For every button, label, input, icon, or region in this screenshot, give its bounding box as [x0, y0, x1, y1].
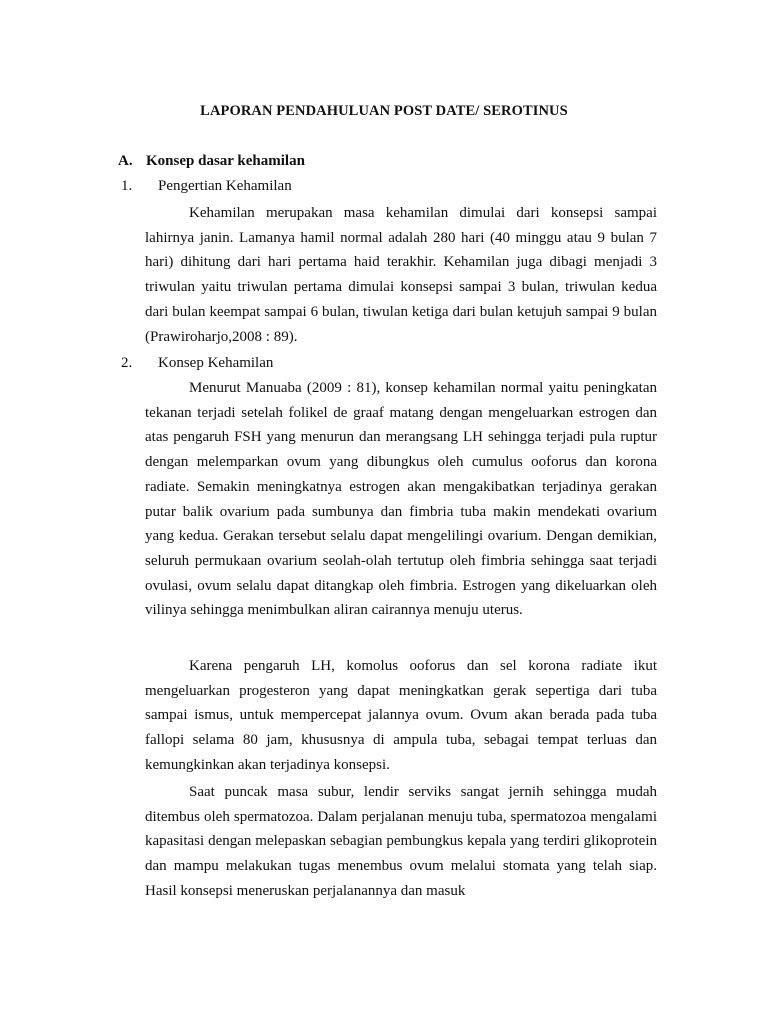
section-a-text: Konsep dasar kehamilan	[146, 153, 305, 169]
item-2-paragraph-2: Karena pengaruh LH, komolus ooforus dan sel korona radiate ikut mengeluarkan progesteron yang dapat meningkatkan gerak sepertiga dari tuba sampai ismus, untuk mempercepat jalannya ovum. Ovum akan berada pada tuba fallopi selama 80 jam, khususnya di ampula tuba, sebagai tempat terluas dan kemungkinkan akan terjadinya konsepsi.	[145, 658, 657, 773]
item-1-text: Pengertian Kehamilan	[158, 178, 292, 194]
item-2-text: Konsep Kehamilan	[158, 355, 274, 371]
item-2-paragraph-1: Menurut Manuaba (2009 : 81), konsep kehamilan normal yaitu peningkatan tekanan terjadi setelah folikel de graaf matang dengan mengeluarkan estrogen dan atas pengaruh FSH yang menurun dan merangsang LH sehingga terjadi pula ruptur dengan melemparkan ovum yang dibungkus oleh cumulus ooforus dan korona radiate. Semakin meningkatnya estrogen akan mengakibatkan terjadinya gerakan putar balik ovarium pada sumbunya dan fimbria tuba makin mendekati ovarium yang kedua. Gerakan tersebut selalu dapat mengelilingi ovarium. Dengan demikian, seluruh permukaan ovarium seolah-olah tertutup oleh fimbria sehingga saat terjadi ovulasi, ovum selalu dapat ditangkap oleh fimbria. Estrogen yang dikeluarkan oleh vilinya sehingga menimbulkan aliran cairannya menuju uterus.	[145, 380, 657, 619]
section-a-heading	[118, 153, 305, 170]
document-title: LAPORAN PENDAHULUAN POST DATE/ SEROTINUS	[200, 103, 568, 119]
section-a-letter: A.	[118, 153, 133, 169]
item-1-number: 1.	[121, 178, 133, 194]
item-2-number: 2.	[121, 355, 133, 371]
item-2-paragraph-3: Saat puncak masa subur, lendir serviks sangat jernih sehingga mudah ditembus oleh spermatozoa. Dalam perjalanan menuju tuba, spermatozoa mengalami kapasitasi dengan melepaskan sebagian pembungkus kepala yang terdiri glikoprotein dan mampu melakukan tugas menembus ovum melalui stomata yang telah siap. Hasil konsepsi meneruskan perjalanannya dan masuk	[145, 784, 657, 899]
item-1-paragraph: Kehamilan merupakan masa kehamilan dimulai dari konsepsi sampai lahirnya janin. Lamanya hamil normal adalah 280 hari (40 minggu atau 9 bulan 7 hari) dihitung dari hari pertama haid terakhir. Kehamilan juga dibagi menjadi 3 triwulan yaitu triwulan pertama dimulai konsepsi sampai 3 bulan, triwulan kedua dari bulan keempat sampai 6 bulan, tiwulan ketiga dari bulan ketujuh sampai 9 bulan (Prawiroharjo,2008 : 89).	[145, 205, 657, 345]
item-2-heading	[121, 355, 273, 372]
item-1-heading	[121, 178, 292, 195]
